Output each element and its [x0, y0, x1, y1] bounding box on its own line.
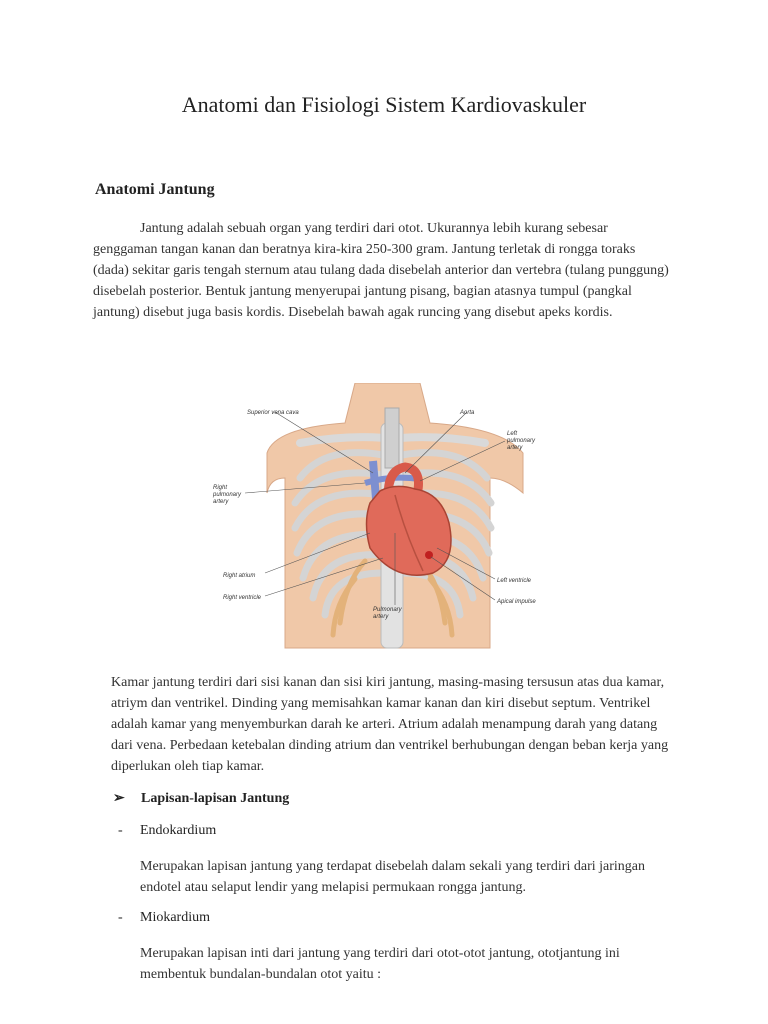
dash-marker: - — [118, 823, 123, 838]
heart-anatomy-illustration — [205, 383, 570, 658]
layer-name: Endokardium — [140, 823, 217, 838]
layer-description: Merupakan lapisan inti dari jantung yang terdiri dari otot-otot jantung, ototjantung ini membentuk bundalan-bundalan otot yaitu : — [140, 946, 620, 982]
section-heading: Anatomi Jantung — [95, 181, 215, 198]
label-superior-vena-cava: Superior vena cava — [247, 410, 299, 416]
label-right-pulmonary-artery: Right pulmonary artery — [213, 485, 242, 505]
label-left-ventricle: Left ventricle — [497, 578, 532, 584]
chambers-paragraph: Kamar jantung terdiri dari sisi kanan dan sisi kiri jantung, masing-masing tersusun atas dua kamar, atriym dan ventrikel. Dinding yang memisahkan kamar kanan dan kiri disebut septum. Ventrikel adalah kamar yang menyemburkan darah ke arteri. Atrium adalah menampung darah yang datang dari vena. Perbedaan ketebalan dinding atrium dan ventrikel berhubungan dengan beban kerja yang diperlukan oleh tiap kamar. — [111, 675, 669, 774]
label-pulmonary-artery: Pulmonary artery — [373, 607, 402, 620]
label-aorta: Aorta — [460, 410, 475, 416]
list-item — [118, 823, 216, 839]
arrow-bullet-icon: ➢ — [113, 791, 125, 806]
label-right-atrium: Right atrium — [223, 573, 256, 579]
intro-paragraph: Jantung adalah sebuah organ yang terdiri dari otot. Ukurannya lebih kurang sebesar genggaman tangan kanan dan beratnya kira-kira 250-300 gram. Jantung terletak di rongga toraks (dada) sekitar garis tengah sternum atau tulang dada disebelah anterior dan vertebra (tulang punggung) disebelah posterior. Bentuk jantung menyerupai jantung pisang, bagian atasnya tumpul (pangkal jantung) disebut juga basis kordis. Disebelah bawah agak runcing yang disebut apeks kordis. — [93, 221, 669, 320]
layer-description: Merupakan lapisan jantung yang terdapat disebelah dalam sekali yang terdiri dari jaringan endotel atau selaput lendir yang melapisi permukaan rongga jantung. — [140, 859, 645, 895]
label-left-pulmonary-artery: Left pulmonary artery — [507, 431, 536, 451]
bullet-heading-label: Lapisan-lapisan Jantung — [141, 791, 290, 806]
list-item — [118, 910, 210, 926]
layer-name: Miokardium — [140, 910, 210, 925]
dash-marker: - — [118, 910, 123, 925]
bullet-heading — [113, 790, 289, 807]
page-title: Anatomi dan Fisiologi Sistem Kardiovaskuler — [181, 92, 587, 117]
label-right-ventricle: Right ventricle — [223, 595, 262, 601]
label-apical-impulse: Apical impulse — [497, 599, 536, 605]
